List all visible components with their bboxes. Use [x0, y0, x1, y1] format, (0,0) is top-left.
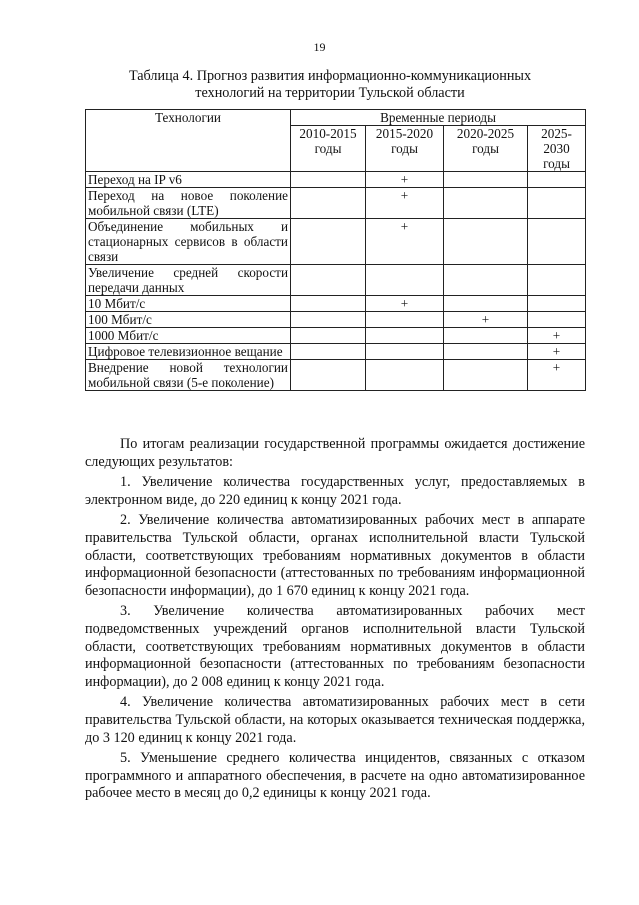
mark-cell: + [366, 172, 444, 188]
mark-cell [444, 344, 528, 360]
mark-cell: + [366, 296, 444, 312]
period-header: 2025-2030 годы [528, 126, 586, 172]
result-paragraph: 1. Увеличение количества государственных услуг, предоставляемых в электронном виде, до 220 единиц к концу 2021 года. [85, 474, 585, 508]
mark-cell [444, 360, 528, 391]
mark-cell [366, 344, 444, 360]
mark-cell: + [528, 360, 586, 391]
mark-cell [366, 328, 444, 344]
mark-cell [366, 265, 444, 296]
technology-cell: 10 Мбит/с [86, 296, 291, 312]
mark-cell [528, 296, 586, 312]
technology-cell: Объединение мобильных и стационарных сервисов в области связи [86, 219, 291, 265]
mark-cell [528, 188, 586, 219]
table-row [86, 219, 586, 265]
mark-cell [444, 296, 528, 312]
mark-cell [528, 172, 586, 188]
mark-cell [444, 219, 528, 265]
table-title-line-1: Таблица 4. Прогноз развития информационно-коммуникационных [128, 68, 532, 84]
technology-cell: Внедрение новой технологии мобильной связи (5-е поколение) [86, 360, 291, 391]
technology-cell: Переход на новое поколение мобильной связи (LTE) [86, 188, 291, 219]
result-paragraph: 4. Увеличение количества автоматизированных рабочих мест в сети правительства Тульской области, на которых оказывается техническая поддержка, до 3 120 единиц к концу 2021 года. [85, 694, 585, 746]
mark-cell [291, 219, 366, 265]
mark-cell [444, 328, 528, 344]
table-row [86, 188, 586, 219]
table-row [86, 360, 586, 391]
table-row [86, 296, 586, 312]
table-header-row [86, 110, 586, 126]
mark-cell: + [444, 312, 528, 328]
table-row [86, 328, 586, 344]
table-row [86, 312, 586, 328]
mark-cell: + [366, 188, 444, 219]
mark-cell [444, 172, 528, 188]
mark-cell [291, 360, 366, 391]
mark-cell [291, 188, 366, 219]
technology-cell: Увеличение средней скорости передачи данных [86, 265, 291, 296]
technology-cell: 1000 Мбит/с [86, 328, 291, 344]
table-row [86, 265, 586, 296]
intro-paragraph: По итогам реализации государственной программы ожидается достижение следующих результатов: [85, 436, 585, 470]
mark-cell [528, 265, 586, 296]
header-periods: Временные периоды [291, 110, 586, 126]
period-header: 2020-2025 годы [444, 126, 528, 172]
result-paragraph: 5. Уменьшение среднего количества инцидентов, связанных с отказом программного и аппаратного обеспечения, в расчете на одно автоматизированное рабочее место в месяц до 0,2 единицы к концу 2021 года. [85, 750, 585, 802]
technology-cell: Цифровое телевизионное вещание [86, 344, 291, 360]
technology-cell: Переход на IP v6 [86, 172, 291, 188]
mark-cell [291, 172, 366, 188]
mark-cell: + [528, 328, 586, 344]
mark-cell: + [528, 344, 586, 360]
mark-cell [528, 312, 586, 328]
result-paragraph: 2. Увеличение количества автоматизированных рабочих мест в аппарате правительства Тульской области, органах исполнительной власти Тульской области, соответствующих требованиям нормативных документов в области информационной безопасности (аттестованных по требованиям информационной безопасности информации), до 1 670 единиц к концу 2021 года. [85, 512, 585, 599]
table-row [86, 344, 586, 360]
mark-cell [366, 360, 444, 391]
period-header: 2015-2020 годы [366, 126, 444, 172]
body-text [85, 436, 585, 806]
mark-cell [444, 265, 528, 296]
mark-cell [366, 312, 444, 328]
mark-cell [444, 188, 528, 219]
mark-cell [528, 219, 586, 265]
period-header: 2010-2015 годы [291, 126, 366, 172]
header-technologies: Технологии [86, 110, 291, 172]
mark-cell [291, 344, 366, 360]
mark-cell [291, 328, 366, 344]
table-title [80, 68, 580, 102]
mark-cell [291, 265, 366, 296]
mark-cell [291, 296, 366, 312]
result-paragraph: 3. Увеличение количества автоматизированных рабочих мест подведомственных учреждений органов исполнительной власти Тульской области, соответствующих требованиям нормативных документов в области информационной безопасности (аттестованных по требованиям безопасности информации), до 2 008 единиц к концу 2021 года. [85, 603, 585, 690]
page-number: 19 [313, 40, 326, 54]
technology-cell: 100 Мбит/с [86, 312, 291, 328]
forecast-table [85, 109, 586, 391]
table-title-line-2: технологий на территории Тульской области [195, 85, 465, 101]
mark-cell: + [366, 219, 444, 265]
mark-cell [291, 312, 366, 328]
table-row [86, 172, 586, 188]
